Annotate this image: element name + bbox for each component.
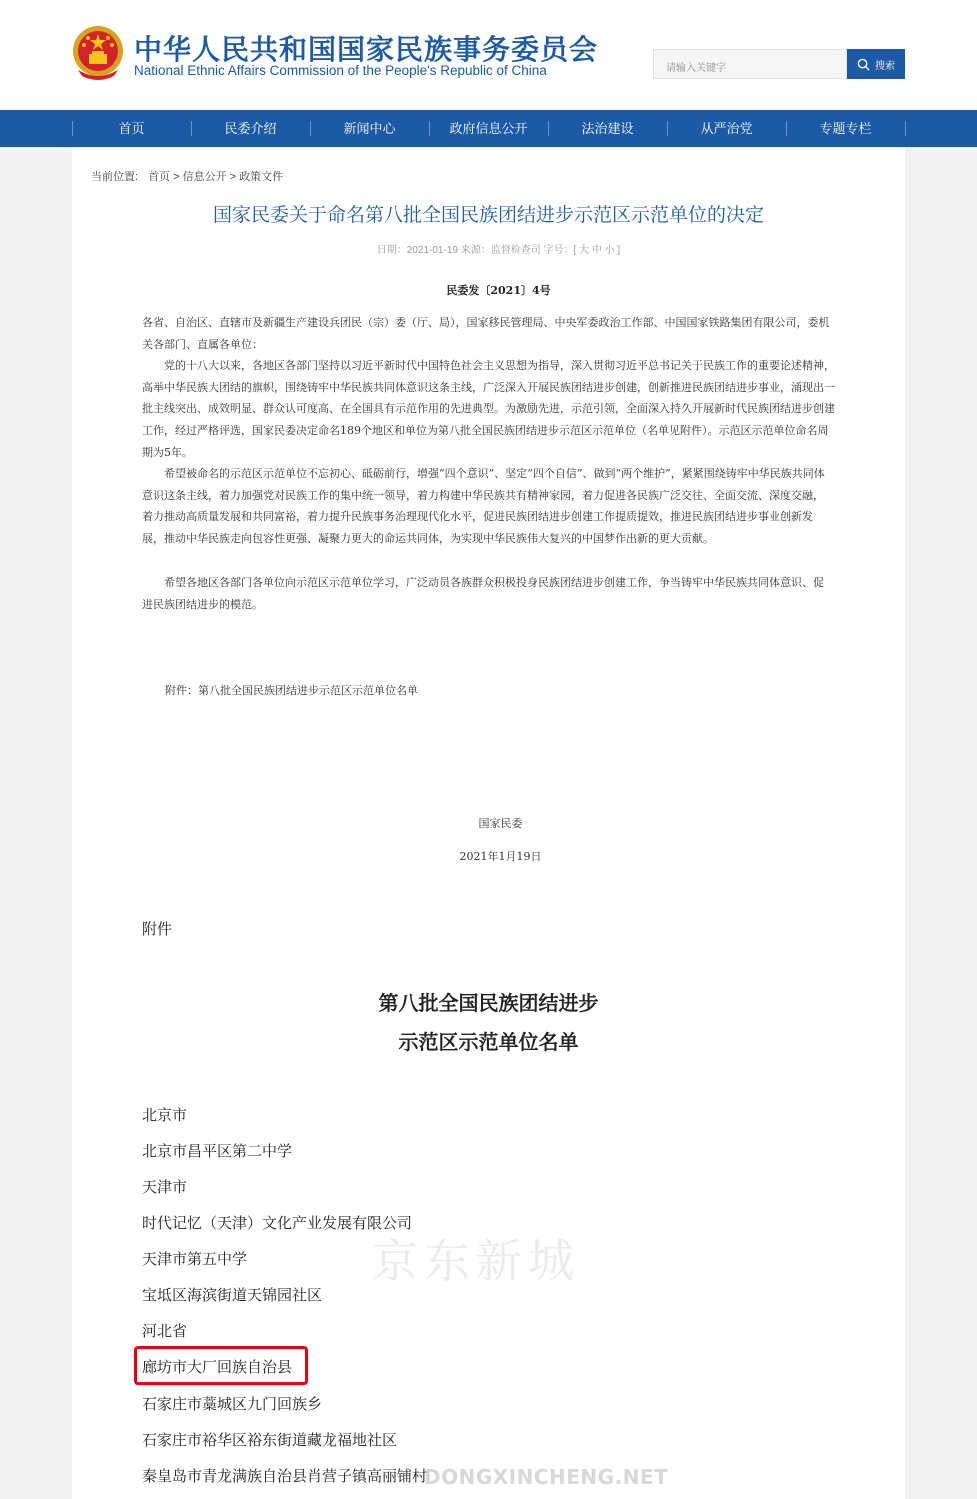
nav-item-about[interactable]: 民委介绍 xyxy=(224,121,277,136)
article-title: 国家民委关于命名第八批全国民族团结进步示范区示范单位的决定 xyxy=(212,205,764,226)
nav-item-home[interactable]: 首页 xyxy=(118,121,145,136)
national-emblem-icon[interactable] xyxy=(72,24,124,82)
annex-label: 附件 xyxy=(142,920,173,938)
nav-item-news[interactable]: 新闻中心 xyxy=(343,121,396,136)
breadcrumb-separator: > xyxy=(229,171,237,183)
list-item: 河北省 xyxy=(142,1322,188,1340)
nav-item-rule-of-law[interactable]: 法治建设 xyxy=(581,121,634,136)
paragraph-expectations: 希望被命名的示范区示范单位不忘初心、砥砺前行，增强“四个意识”、坚定“四个自信”、做到“两个维护”，紧紧围绕铸牢中华民族共同体意识这条主线，着力加强党对民族工作的集中统一领导，着力构建中华民族共有精神家园，着力促进各民族广泛交往、全面交流、深度交融，着力推动高质量发展和共同富裕，着力提升民族事务治理现代化水平，促进民族团结进步创建工作提质提效，推进民族团结进步事业创新发展，推动中华民族走向包容性更强、凝聚力更大的命运共同体，为实现中华民族伟大复兴的中国梦作出新的更大贡献。 xyxy=(142,467,825,546)
nav-item-gov-info[interactable]: 政府信息公开 xyxy=(449,121,528,136)
search-input[interactable]: 请输入关键字 xyxy=(653,49,847,79)
article-meta: 日期：2021-01-19 来源：监督检查司 字号：[ 大 中 小 ] xyxy=(376,245,621,256)
nav-divider xyxy=(905,121,906,136)
list-item: 石家庄市裕华区裕东街道藏龙福地社区 xyxy=(142,1431,398,1449)
nav-item-party[interactable]: 从严治党 xyxy=(700,121,753,136)
document-number: 民委发〔2021〕4号 xyxy=(446,284,551,297)
list-item: 时代记忆（天津）文化产业发展有限公司 xyxy=(142,1214,413,1232)
nav-item-topics[interactable]: 专题专栏 xyxy=(819,121,872,136)
search-icon xyxy=(857,58,870,71)
sign-date: 2021年1月19日 xyxy=(459,850,542,863)
watermark-text: 京东新城 xyxy=(372,1234,580,1288)
breadcrumb-separator: > xyxy=(173,171,180,183)
list-item: 北京市昌平区第二中学 xyxy=(142,1142,293,1160)
search-button-label: 搜索 xyxy=(875,60,895,72)
site-header xyxy=(0,0,977,110)
breadcrumb-label: 当前位置: xyxy=(91,171,139,183)
breadcrumb-home-link[interactable]: 首页 xyxy=(148,171,171,183)
list-item: 秦皇岛市青龙满族自治县肖营子镇高丽铺村 xyxy=(142,1467,428,1485)
list-item: 石家庄市藁城区九门回族乡 xyxy=(142,1395,323,1413)
list-item: 天津市 xyxy=(142,1178,188,1196)
paragraph-call-to-action: 希望各地区各部门各单位向示范区示范单位学习，广泛动员各族群众积极投身民族团结进步创建工作，争当铸牢中华民族共同体意识、促进民族团结进步的模范。 xyxy=(142,576,824,611)
paragraph-background: 党的十八大以来，各地区各部门坚持以习近平新时代中国特色社会主义思想为指导，深入贯彻习近平总书记关于民族工作的重要论述精神，高举中华民族大团结的旗帜，围绕铸牢中华民族共同体意识这条主线，广泛深入开展民族团结进步创建，创新推进民族团结进步事业，涌现出一批主线突出、成效明显、群众认可度高、在全国具有示范作用的先进典型。为激励先进，示范引领，全面深入持久开展新时代民族团结进步创建工作，经过严格评选，国家民委决定命名189个地区和单位为第八批全国民族团结进步示范区示范单位（名单见附件）。示范区示范单位命名周期为5年。 xyxy=(142,359,835,459)
list-item: 天津市第五中学 xyxy=(142,1250,248,1268)
list-item: 宝坻区海滨街道天锦园社区 xyxy=(142,1286,323,1304)
article-container xyxy=(72,147,905,1499)
site-title-en[interactable]: National Ethnic Affairs Commission of the People's Republic of China xyxy=(134,63,547,78)
attachment-note: 附件：第八批全国民族团结进步示范区示范单位名单 xyxy=(165,684,418,697)
paragraph-addressees: 各省、自治区、直辖市及新疆生产建设兵团民（宗）委（厅、局），国家移民管理局、中央军委政治工作部、中国国家铁路集团有限公司，委机关各部门、直属各单位： xyxy=(142,316,830,351)
signer: 国家民委 xyxy=(478,817,523,830)
annex-title-line1: 第八批全国民族团结进步 xyxy=(378,991,599,1015)
main-nav xyxy=(0,110,977,147)
breadcrumb-policy-link[interactable]: 政策文件 xyxy=(239,171,284,183)
search-button[interactable] xyxy=(847,49,905,79)
breadcrumb xyxy=(91,168,283,184)
list-item-highlighted: 廊坊市大厂回族自治县 xyxy=(142,1358,293,1376)
watermark-url: DONGXINCHENG.NET xyxy=(424,1465,669,1489)
annex-title-line2: 示范区示范单位名单 xyxy=(398,1030,579,1054)
list-item: 北京市 xyxy=(142,1106,188,1124)
site-title-cn[interactable]: 中华人民共和国国家民族事务委员会 xyxy=(134,33,599,66)
breadcrumb-info-link[interactable]: 信息公开 xyxy=(182,171,227,183)
